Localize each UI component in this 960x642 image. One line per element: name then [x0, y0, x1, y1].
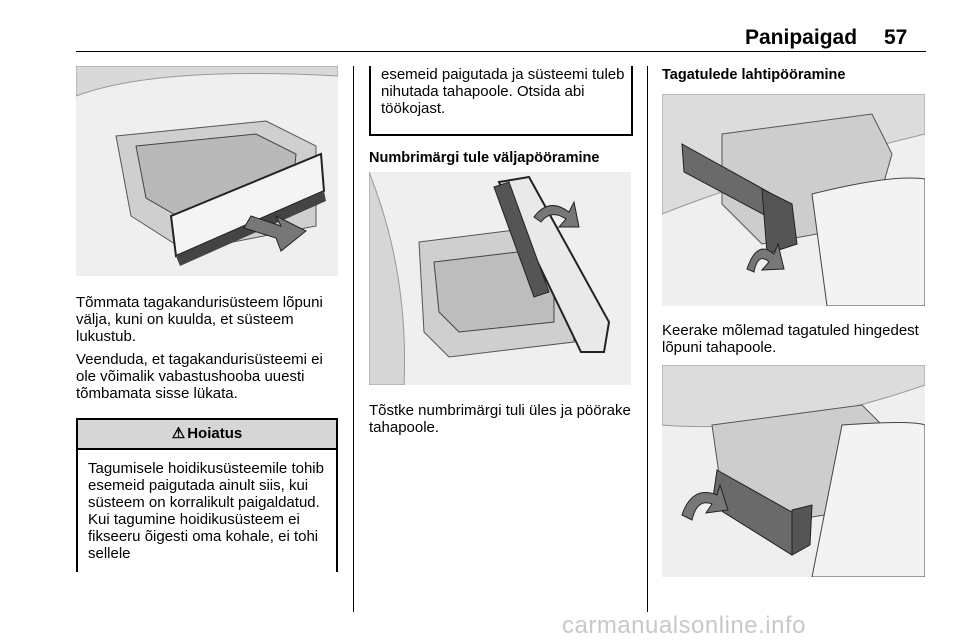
column-divider-right — [647, 66, 648, 612]
license-light-illustration — [369, 172, 631, 385]
header-divider — [76, 51, 926, 52]
taillight-hinge-illustration — [662, 94, 925, 306]
page-header-title: Panipaigad — [745, 26, 858, 49]
license-light-instruction: Tõstke numbrimärgi tuli üles ja pöörake tahapoole. — [369, 402, 631, 436]
section-heading-license-light: Numbrimärgi tule väljapööramine — [369, 150, 600, 166]
instruction-paragraph-1: Tõmmata tagakandurisüsteem lõpuni välja, kuni on kuulda, et süsteem lukustub. — [76, 294, 323, 345]
warning-box — [76, 418, 338, 572]
warning-header — [78, 418, 336, 450]
warning-continuation-text: esemeid paigutada ja süsteemi tuleb nihutada tahapoole. Otsida abi töökojast. — [381, 66, 625, 117]
carrier-pull-out-illustration — [76, 66, 338, 276]
taillight-instruction: Keerake mõlemad tagatuled hingedest lõpuni tahapoole. — [662, 322, 919, 356]
taillight-rotate-illustration — [662, 365, 925, 577]
warning-triangle-icon: ⚠ — [171, 425, 186, 442]
section-heading-taillights: Tagatulede lahtipööramine — [662, 67, 846, 83]
instruction-paragraph-2: Veenduda, et tagakandurisüsteemi ei ole võimalik vabastushooba uuesti tõmbamata sisse lükata. — [76, 351, 323, 402]
warning-text: Tagumisele hoidikusüsteemile tohib esemeid paigutada ainult siis, kui süsteem on korralikult paigaldatud. Kui tagumine hoidikusüsteem ei fikseeru õigesti oma kohale, ei tohi sellele — [88, 460, 324, 562]
warning-title: Hoiatus — [187, 425, 243, 442]
watermark: carmanualsonline.info — [562, 612, 806, 639]
warning-continuation-box — [369, 66, 633, 136]
column-divider-left — [353, 66, 354, 612]
page-number: 57 — [884, 26, 908, 49]
